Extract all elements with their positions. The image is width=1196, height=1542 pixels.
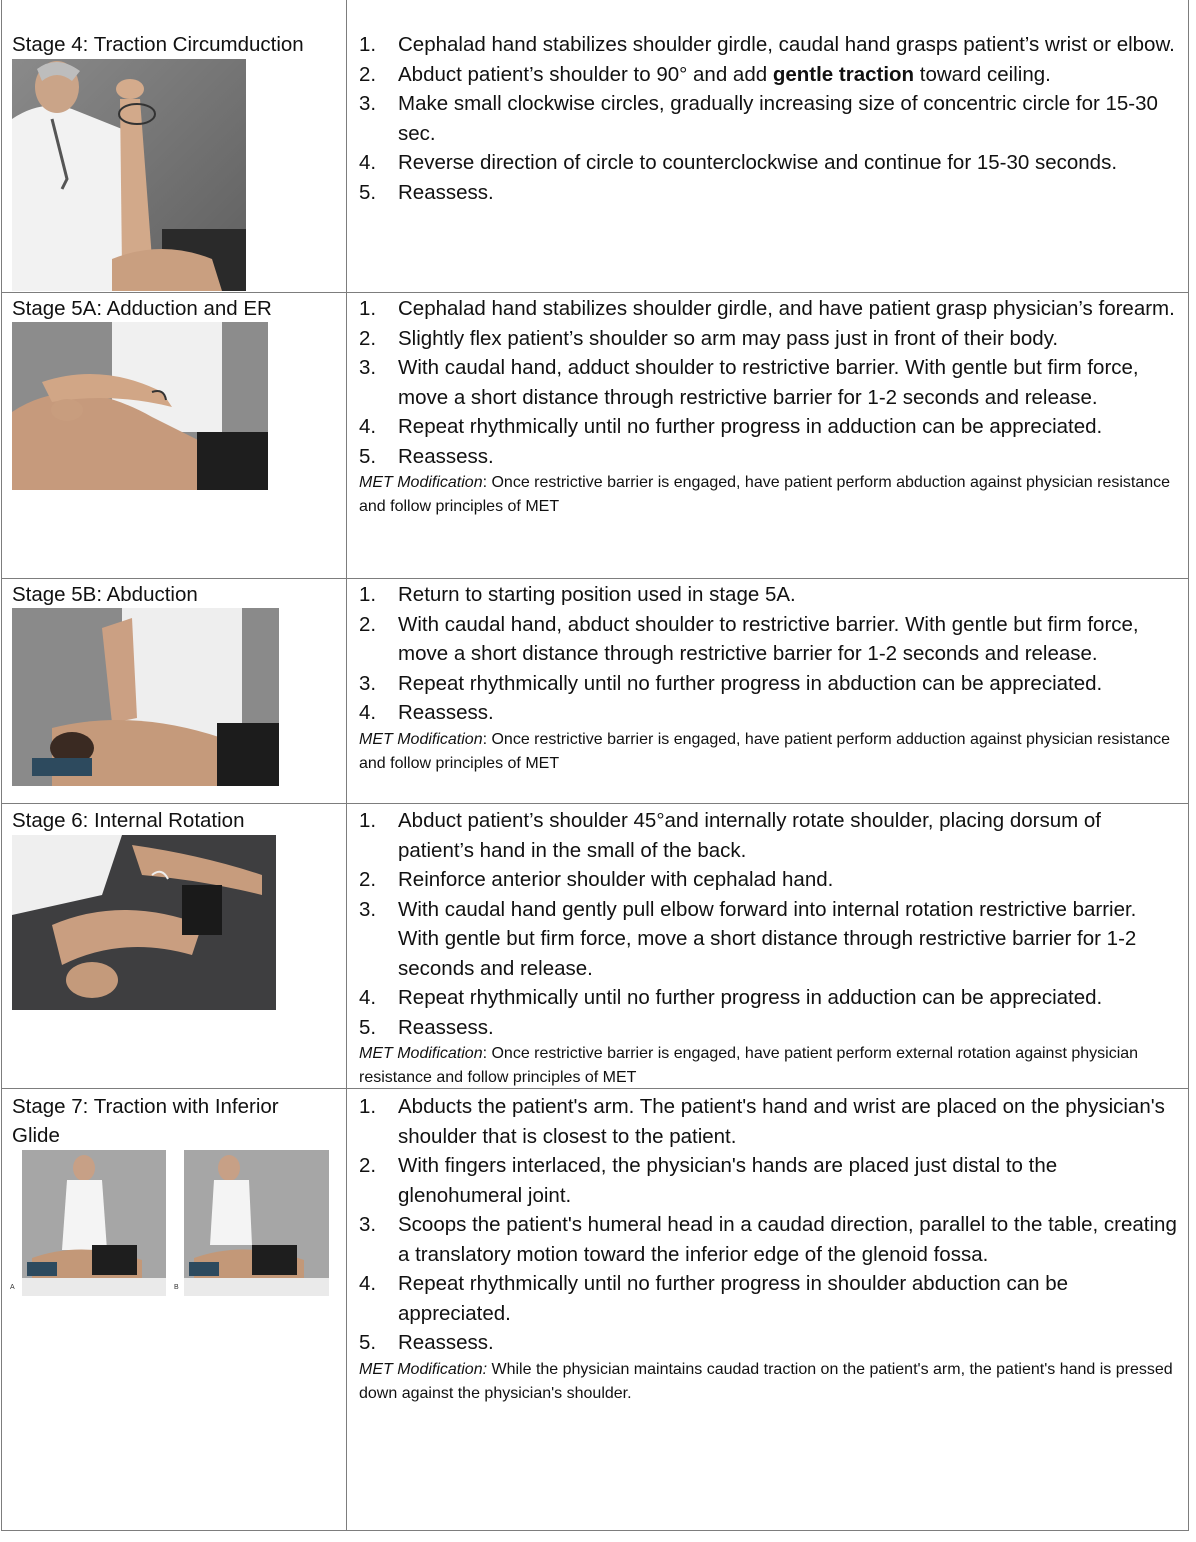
step-item: 1. Return to starting position used in stage 5A. <box>359 583 796 606</box>
step-item: 5. Reassess. <box>359 1331 494 1354</box>
stage-title: Stage 5A: Adduction and ER <box>12 297 272 320</box>
table-row <box>0 292 1190 578</box>
step-item: 1. Cephalad hand stabilizes shoulder girdle, and have patient grasp physician’s forearm. <box>359 297 1175 320</box>
stage-title: Stage 6: Internal Rotation <box>12 809 245 832</box>
table-border-bottom <box>1 1530 1189 1531</box>
met-modification: MET Modification: Once restrictive barrier is engaged, have patient perform adduction against physician resistance and follow principles of MET <box>359 730 1171 772</box>
step-item: 3. With caudal hand gently pull elbow forward into internal rotation restrictive barrier. With gentle but firm force, move a short distance through restrictive barrier for 1-2 seconds and release. <box>359 897 1137 980</box>
step-item: 3. With caudal hand, adduct shoulder to restrictive barrier. With gentle but firm force, move a short distance through restrictive barrier for 1-2 seconds and release. <box>359 356 1139 409</box>
met-modification: MET Modification: While the physician maintains caudad traction on the patient's arm, the patient's hand is pressed down against the physician's shoulder. <box>359 1360 1173 1402</box>
photo-label: B <box>174 1284 179 1291</box>
step-item: 3. Scoops the patient's humeral head in a caudad direction, parallel to the table, creating a translatory motion toward the inferior edge of the glenoid fossa. <box>359 1213 1177 1266</box>
stage-4-photo <box>12 59 246 291</box>
step-item: 4. Reverse direction of circle to counterclockwise and continue for 15-30 seconds. <box>359 151 1118 174</box>
emphasis: gentle traction <box>772 62 915 86</box>
stage-5a-photo <box>12 322 268 490</box>
step-item: 5. Reassess. <box>359 444 494 468</box>
step-item: 4. Reassess. <box>359 701 494 724</box>
step-item: 2. With caudal hand, abduct shoulder to restrictive barrier. With gentle but firm force, move a short distance through restrictive barrier for 1-2 seconds and release. <box>359 612 1139 665</box>
steps-list <box>359 806 1181 1042</box>
step-item: 4. Repeat rhythmically until no further progress in adduction can be appreciated. <box>359 986 1103 1009</box>
step-item: 1. Abducts the patient's arm. The patient's hand and wrist are placed on the physician's shoulder that is closest to the patient. <box>359 1095 1165 1148</box>
step-item: 2. Abduct patient’s shoulder to 90° and add gentle traction toward ceiling. <box>359 62 1051 86</box>
stage-title: Stage 7: Traction with Inferior Glide <box>12 1095 279 1147</box>
photo-label: A <box>10 1284 15 1291</box>
table-row <box>0 1088 1190 1530</box>
step-item: 1. Abduct patient’s shoulder 45°and internally rotate shoulder, placing dorsum of patient’s hand in the small of the back. <box>359 809 1101 862</box>
met-modification: MET Modification: Once restrictive barrier is engaged, have patient perform abduction against physician resistance and follow principles of MET <box>359 474 1171 515</box>
step-item: 1. Cephalad hand stabilizes shoulder girdle, caudal hand grasps patient’s wrist or elbow. <box>359 33 1175 56</box>
stage-5b-photo <box>12 608 279 786</box>
table-row <box>0 803 1190 1088</box>
stage-7-photo-b <box>174 1150 329 1296</box>
step-item: 3. Make small clockwise circles, gradually increasing size of concentric circle for 15-30 sec. <box>359 92 1158 145</box>
table-row <box>0 578 1190 803</box>
steps-list <box>359 30 1181 207</box>
step-item: 2. Slightly flex patient’s shoulder so arm may pass just in front of their body. <box>359 326 1059 350</box>
step-item: 2. With fingers interlaced, the physician's hands are placed just distal to the glenohumeral joint. <box>359 1154 1058 1207</box>
stage-title: Stage 5B: Abduction <box>12 583 198 606</box>
step-item: 5. Reassess. <box>359 1015 494 1039</box>
step-item: 3. Repeat rhythmically until no further progress in abduction can be appreciated. <box>359 671 1103 695</box>
steps-list <box>359 580 1181 728</box>
stage-7-photo-a <box>10 1150 166 1296</box>
steps-list <box>359 1092 1181 1358</box>
step-item: 4. Repeat rhythmically until no further progress in adduction can be appreciated. <box>359 415 1103 438</box>
step-item: 5. Reassess. <box>359 180 494 204</box>
step-item: 4. Repeat rhythmically until no further progress in shoulder abduction can be appreciated. <box>359 1272 1069 1325</box>
stage-6-photo <box>12 835 276 1010</box>
step-item: 2. Reinforce anterior shoulder with cephalad hand. <box>359 868 834 891</box>
steps-list <box>359 294 1181 471</box>
met-modification: MET Modification: Once restrictive barrier is engaged, have patient perform external rotation against physician resistance and follow principles of MET <box>359 1045 1139 1086</box>
table-row <box>0 0 1190 292</box>
stage-title: Stage 4: Traction Circumduction <box>12 33 304 56</box>
